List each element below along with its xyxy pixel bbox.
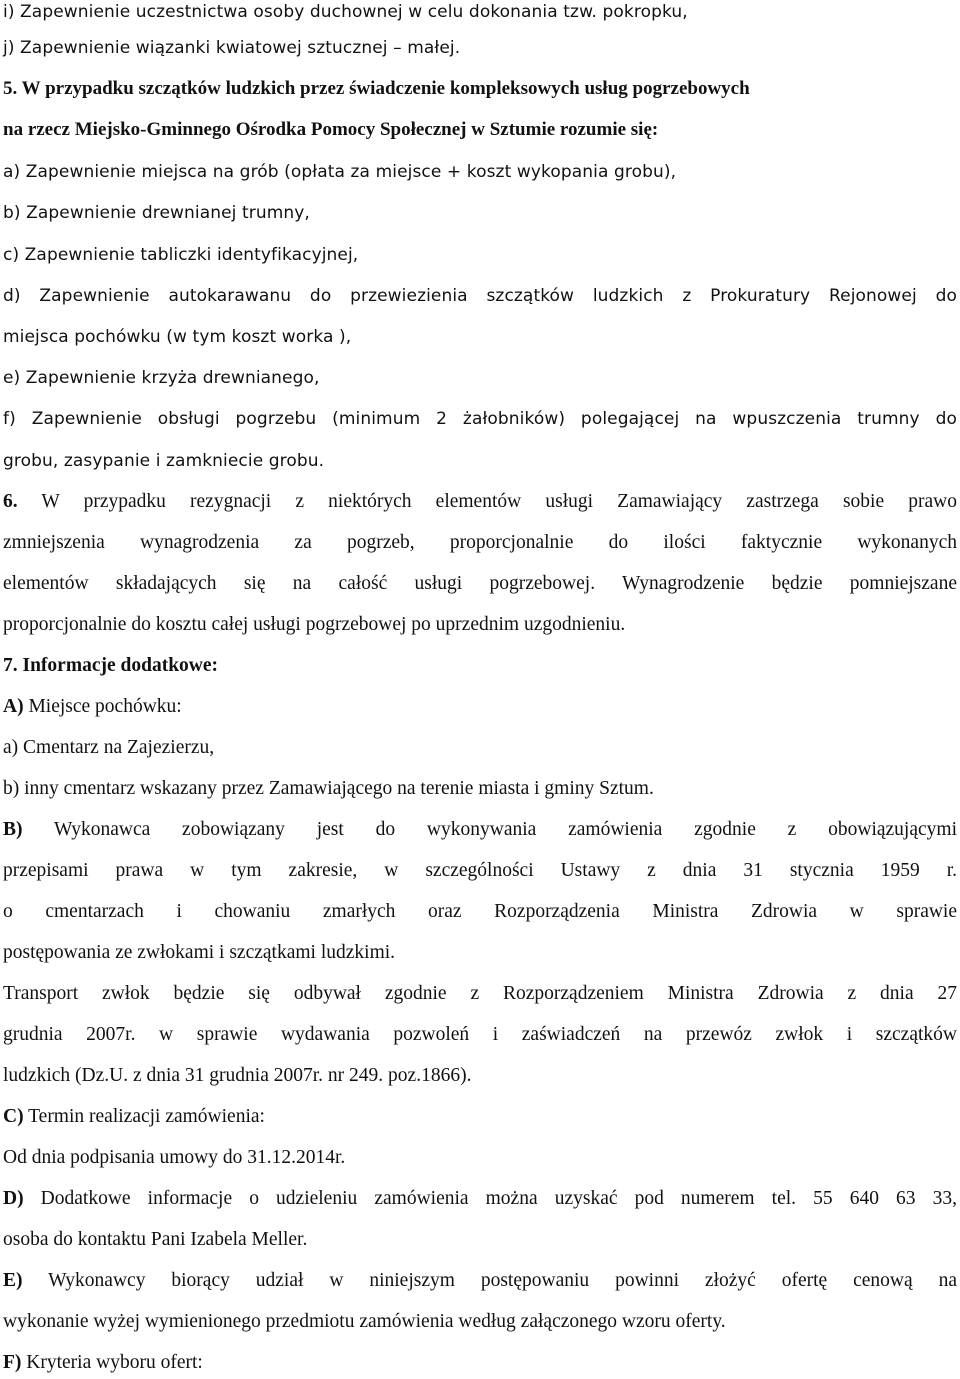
item-a: a) Zapewnienie miejsca na grób (opłata za miejsce + koszt wykopania grobu),	[3, 162, 677, 182]
part-b-line1	[3, 818, 957, 842]
item-d-line1: d) Zapewnienie autokarawanu do przewiezienia szczątków ludzkich z Prokuratury Rejonowej do	[3, 286, 957, 306]
section-5-heading-line2: na rzecz Miejsko-Gminnego Ośrodka Pomocy Społecznej w Sztumie rozumie się:	[3, 119, 659, 140]
part-e-line2: wykonanie wyżej wymienionego przedmiotu zamówienia według załączonego wzoru oferty.	[3, 1311, 726, 1332]
part-f-title: Kryteria wyboru ofert:	[26, 1352, 203, 1373]
section-5-heading-line1: 5. W przypadku szczątków ludzkich przez świadczenie kompleksowych usług pogrzebowych	[3, 78, 750, 99]
item-f-line2: grobu, zasypanie i zamkniecie grobu.	[3, 451, 325, 471]
part-d-line1	[3, 1187, 957, 1211]
section-7-heading: 7. Informacje dodatkowe:	[3, 655, 219, 676]
item-b: b) Zapewnienie drewnianej trumny,	[3, 203, 310, 223]
part-a-title: Miejsce pochówku:	[28, 696, 182, 717]
transport-line1: Transport zwłok będzie się odbywał zgodnie z Rozporządzeniem Ministra Zdrowia z dnia 27	[3, 983, 957, 1004]
section-6-number: 6.	[3, 491, 18, 512]
item-f-line1: f) Zapewnienie obsługi pogrzebu (minimum 2 żałobników) polegającej na wpuszczenia trumny do	[3, 409, 957, 429]
section-6-line4: proporcjonalnie do kosztu całej usługi pogrzebowej po uprzednim uzgodnieniu.	[3, 614, 626, 635]
part-e-text: Wykonawcy biorący udział w niniejszym postępowaniu powinni złożyć ofertę cenową na	[48, 1270, 957, 1291]
part-a-item-a: a) Cmentarz na Zajezierzu,	[3, 737, 215, 758]
item-j: j) Zapewnienie wiązanki kwiatowej sztucznej – małej.	[3, 38, 461, 58]
part-d-line2: osoba do kontaktu Pani Izabela Meller.	[3, 1229, 308, 1250]
part-f-label: F)	[3, 1352, 22, 1373]
item-i: i) Zapewnienie uczestnictwa osoby duchownej w celu dokonania tzw. pokropku,	[3, 2, 688, 22]
part-a-item-b: b) inny cmentarz wskazany przez Zamawiającego na terenie miasta i gminy Sztum.	[3, 778, 654, 799]
section-6-line3: elementów składających się na całość usługi pogrzebowej. Wynagrodzenie będzie pomniejszane	[3, 573, 957, 594]
part-a-heading	[3, 695, 182, 719]
part-d-text: Dodatkowe informacje o udzieleniu zamówienia można uzyskać pod numerem tel. 55 640 63 33,	[40, 1188, 958, 1209]
part-b-line4: postępowania ze zwłokami i szczątkami ludzkimi.	[3, 942, 396, 963]
part-c-label: C)	[3, 1106, 24, 1127]
part-e-label: E)	[3, 1270, 23, 1291]
part-d-label: D)	[3, 1188, 24, 1209]
part-b-label: B)	[3, 819, 23, 840]
part-e-line1	[3, 1269, 957, 1293]
part-a-label: A)	[3, 696, 24, 717]
section-6-line1	[3, 490, 957, 514]
item-c: c) Zapewnienie tabliczki identyfikacyjnej,	[3, 245, 359, 265]
part-b-line2: przepisami prawa w tym zakresie, w szczególności Ustawy z dnia 31 stycznia 1959 r.	[3, 860, 957, 881]
part-b-text: Wykonawca zobowiązany jest do wykonywania zamówienia zgodnie z obowiązującymi	[53, 819, 957, 840]
item-e: e) Zapewnienie krzyża drewnianego,	[3, 368, 320, 388]
part-f-heading	[3, 1351, 203, 1375]
section-6-text: W przypadku rezygnacji z niektórych elementów usługi Zamawiający zastrzega sobie prawo	[41, 491, 957, 512]
item-d-line2: miejsca pochówku (w tym koszt worka ),	[3, 327, 352, 347]
part-c-title: Termin realizacji zamówienia:	[28, 1106, 265, 1127]
transport-line3: ludzkich (Dz.U. z dnia 31 grudnia 2007r. nr 249. poz.1866).	[3, 1065, 472, 1086]
part-c-heading	[3, 1105, 265, 1129]
section-6-line2: zmniejszenia wynagrodzenia za pogrzeb, proporcjonalnie do ilości faktycznie wykonanych	[3, 532, 957, 553]
part-c-value: Od dnia podpisania umowy do 31.12.2014r.	[3, 1147, 346, 1168]
transport-line2: grudnia 2007r. w sprawie wydawania pozwoleń i zaświadczeń na przewóz zwłok i szczątków	[3, 1024, 957, 1045]
part-b-line3: o cmentarzach i chowaniu zmarłych oraz Rozporządzenia Ministra Zdrowia w sprawie	[3, 901, 957, 922]
